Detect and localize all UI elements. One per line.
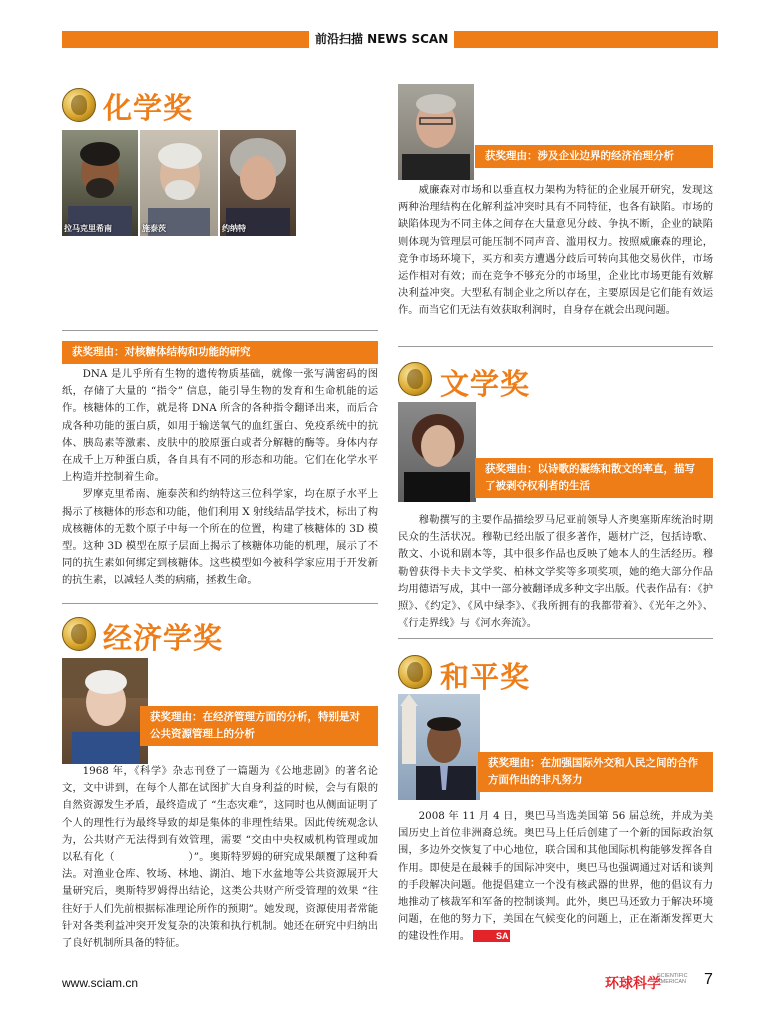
paragraph-text: 2008 年 11 月 4 日，奥巴马当选美国第 56 届总统，并成为美国历史上首位非洲裔总统。奥巴马上任后创建了一个新的国际政治氛围，多边外交恢复了中心地位，联合国和其他国际机构能够发挥各自作用。即使是在最棘手的国际冲突中，奥巴马也强调通过对话和谈判的手段解决问题。他提倡建立一个没有核武器的世界，他的倡议有力地推动了核裁军和军备的控制谈判。此外，奥巴马还致力于解决环境问题，在他的努力下，美国在气候变化的问题上，正在渐渐发挥更大的建设性作用。: [398, 810, 713, 943]
photo-caption: 拉马克里希南: [64, 224, 112, 233]
chemistry-reason: 获奖理由：对核糖体结构和功能的研究: [62, 341, 378, 364]
nobel-medal-icon: [62, 617, 96, 651]
footer-brand: 环球科学: [605, 976, 661, 992]
literature-body: [398, 512, 713, 632]
peace-reason: 获奖理由：在加强国际外交和人民之间的合作方面作出的非凡努力: [478, 752, 713, 792]
literature-reason: 获奖理由：以诗歌的凝练和散文的率直，描写了被剥夺权利者的生活: [475, 458, 713, 498]
photo-caption: 施泰茨: [142, 224, 166, 233]
laureate-photo-yonath: [220, 130, 296, 236]
chemistry-title: 化学奖: [103, 91, 194, 125]
laureate-photo-williamson: [398, 84, 474, 180]
laureate-photo-ramakrishnan: [62, 130, 138, 236]
portrait-icon: [398, 694, 480, 800]
williamson-body: [398, 182, 713, 320]
portrait-icon: [220, 130, 296, 236]
portrait-icon: [62, 130, 138, 236]
paragraph: DNA 是儿乎所有生物的遗传物质基础，就像一张写满密码的图纸，存储了大量的 “指令” 信息，能引导生物的发育和生命机能的运作。核糖体的工作，就是将 DNA 所含的各种指令翻译出来，而后合成各种功能的蛋白质，如用于输送氧气的血红蛋白、免疫系统中的抗体、胰岛素等激素、皮肤中的胶原蛋白或者分解糖的酶等。身体内存在成千上万种蛋白质，各自具有不同的形态和功能。它们在化学水平上构造并控制着生命。: [62, 368, 378, 484]
portrait-icon: [398, 84, 474, 180]
divider: [398, 346, 713, 347]
economics-reason: 获奖理由：在经济管理方面的分析，特别是对公共资源管理上的分析: [140, 706, 378, 746]
divider: [62, 603, 378, 604]
paragraph: 1968 年，《科学》杂志刊登了一篇题为《公地悲剧》的著名论文，文中讲到，在每个人都在试图扩大自身利益的时候，会与有限的自然资源发生矛盾，最终造成了 “生态灾难”，这同时也从侧面证明了个人的理性行为最终导致的却是集体的非理性结果。因此传统观念认为，公共财产无法得到有效管理，需要 “交由中央权威机构管理或加以私有化（ ）”。奥斯特罗姆的研究成果颠覆了这种看法。对渔业仓库、牧场、林地、湖泊、地下水盆地等公共资源展开大量研究后，奥斯特罗姆得出结论，这类公共财产所受管理的效果 “往往好于人们先前根据标准理论所作的预期”。她发现，资源使用者常能针对各类利益冲突开发复杂的决策和执行机制。她还在研究中归纳出了良好机制所具备的特征。: [62, 765, 378, 950]
laureate-photo-ostrom: [62, 658, 148, 764]
paragraph: 威廉森对市场和以垂直权力架构为特征的企业展开研究，发现这两种治理结构在化解利益冲突时具有不同特征，也各有缺陷。市场的缺陷体现为不同主体之间存在大量意见分歧、争执不断，企业的缺陷则体现为管理层可能压制不同声音、滥用权力。按照威廉森的理论，竞争市场环境下，买方和卖方遭遇分歧后可转向其他交易伙伴，市场运作相对有效；而在竞争不够充分的市场里，企业比市场更能有效解决利益冲突。大型私有制企业之所以存在，主要原因是它们能有效运作。而当它们无法有效获取利润时，自身存在就会出现问题。: [398, 184, 713, 317]
portrait-icon: [62, 658, 148, 764]
laureate-photo-obama: [398, 694, 480, 800]
section-label: 前沿扫描 NEWS SCAN: [309, 31, 454, 48]
portrait-icon: [140, 130, 218, 236]
economics-body: [62, 763, 378, 952]
photo-caption: 约纳特: [222, 224, 246, 233]
end-mark: SA: [473, 930, 510, 942]
paragraph: [398, 808, 713, 946]
footer-url: www.sciam.cn: [62, 976, 139, 990]
peace-body: [398, 808, 713, 946]
williamson-reason: 获奖理由：涉及企业边界的经济治理分析: [475, 145, 713, 168]
paragraph: 穆勒撰写的主要作品描绘罗马尼亚前领导人齐奥塞斯库统治时期民众的生活状况。穆勒已经出版了很多著作，题材广泛，包括诗歌、散文、小说和剧本等，其中很多作品也反映了她本人的生活经历。穆勒曾获得卡夫卡文学奖、柏林文学奖等多项奖项，她的绝大部分作品均用德语写成，其中一部分被翻译成多种文字出版。代表作品有：《护照》、《约定》、《风中绿李》、《我所拥有的我都带着》、《光年之外》、《行走界线》与《河水奔流》。: [398, 514, 713, 630]
nobel-medal-icon: [398, 655, 432, 689]
nobel-medal-icon: [398, 362, 432, 396]
literature-title: 文学奖: [440, 367, 531, 401]
economics-title: 经济学奖: [103, 621, 224, 655]
peace-title: 和平奖: [440, 660, 531, 694]
divider: [62, 330, 378, 331]
portrait-icon: [398, 402, 476, 502]
nobel-medal-icon: [62, 88, 96, 122]
paragraph: 罗摩克里希南、施泰茨和约纳特这三位科学家，均在原子水平上揭示了核糖体的形态和功能，他们利用 X 射线结晶学技术，标出了构成核糖体的无数个原子中每一个所在的位置，构建了核糖体的 3D 模型。这种 3D 模型在原子层面上揭示了核糖体功能的机理，展示了不同的抗生素如何绑定到核糖体。这些模型如今被科学家应用于开发新的抗生素，以减轻人类的病痛，拯救生命。: [62, 488, 378, 587]
laureate-photo-muller: [398, 402, 476, 502]
header-bar: [62, 31, 718, 48]
footer-brand-sub: SCIENTIFIC AMERICAN: [657, 973, 688, 985]
laureate-photo-steitz: [140, 130, 218, 236]
divider: [398, 638, 713, 639]
chemistry-body: [62, 366, 378, 590]
page-number: 7: [704, 971, 713, 988]
